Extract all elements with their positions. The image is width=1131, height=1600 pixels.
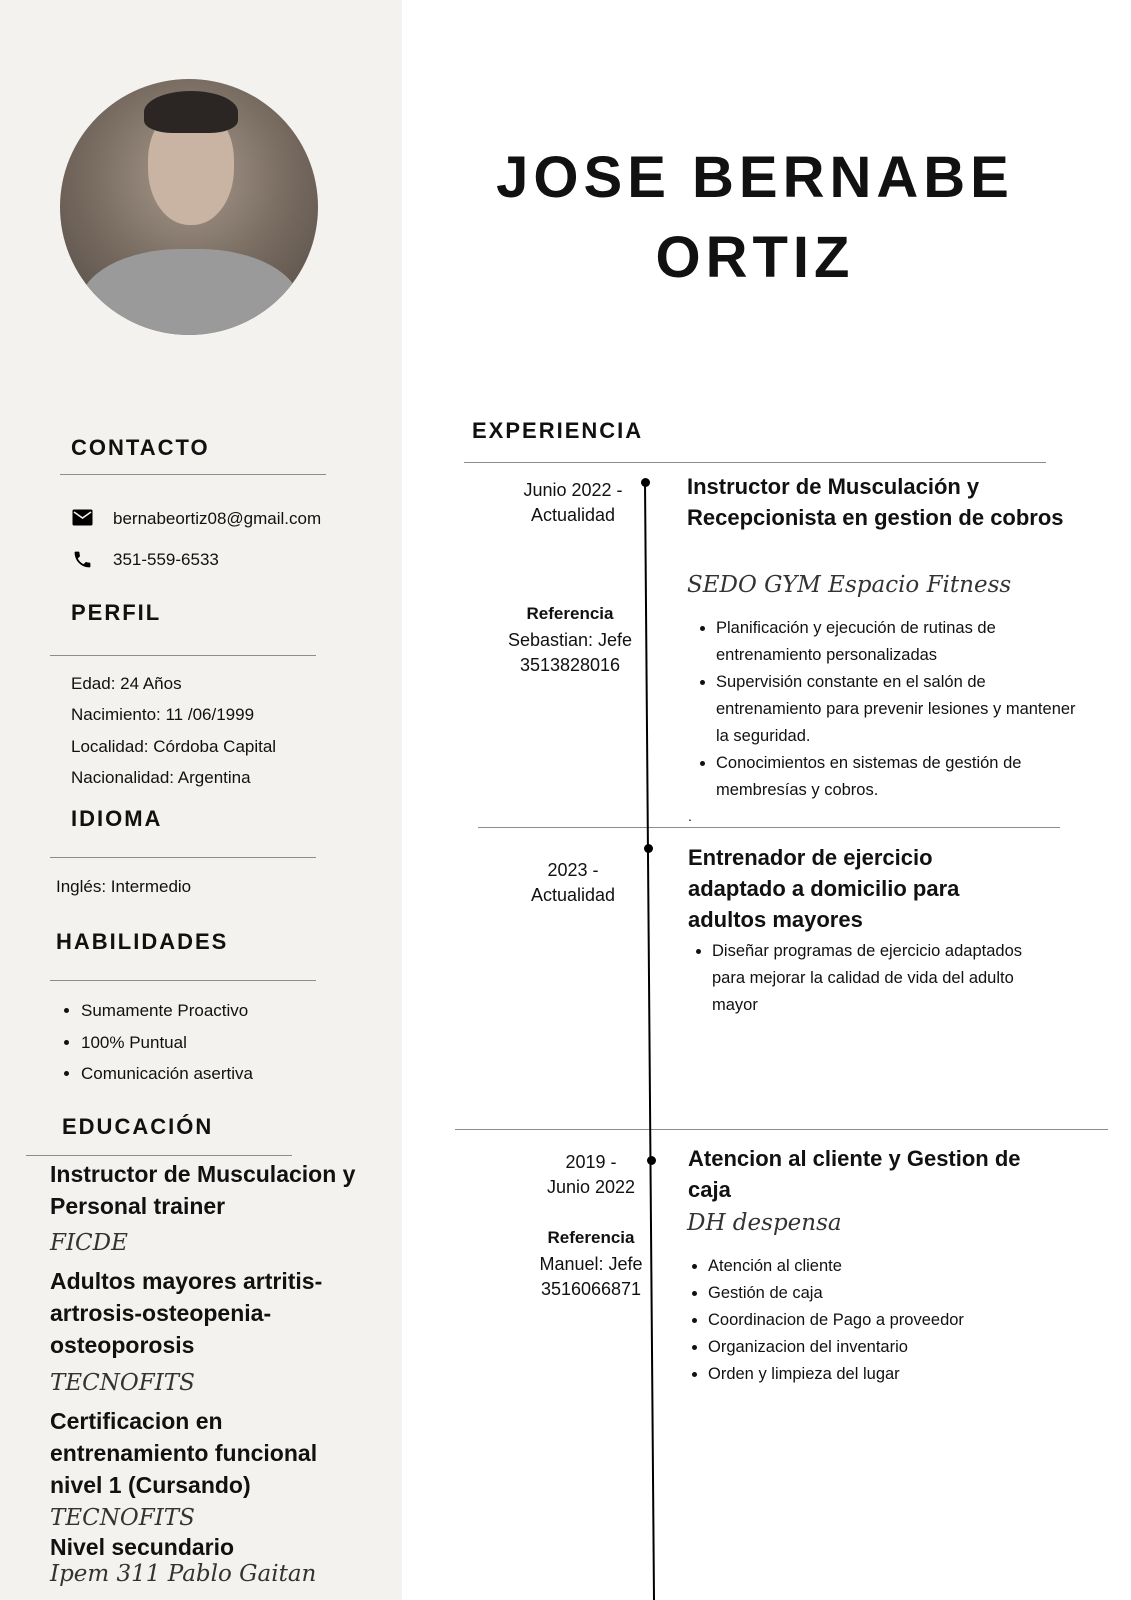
job-title: Instructor de Musculación y Recepcionista en gestion de cobros (687, 474, 1064, 530)
job-bullet: • Conocimientos en sistemas de gestión de membresías y cobros. (716, 750, 1076, 804)
reference-heading: Referencia (526, 604, 614, 623)
job-bullet: • Gestión de caja (708, 1280, 1068, 1307)
education-title: Certificacion en entrenamiento funcional nivel 1 (Cursando) (50, 1408, 318, 1498)
job-bullet: • Orden y limpieza del lugar (708, 1361, 1068, 1388)
language-heading: IDIOMA (71, 806, 163, 831)
phone-number[interactable]: 351-559-6533 (113, 550, 219, 569)
job-bullet: • Supervisión constante en el salón de entrenamiento para prevenir lesiones y mantener la seguridad. (716, 669, 1076, 750)
name-line-1: JOSE BERNABE (496, 145, 1014, 210)
job-company: SEDO GYM Espacio Fitness (687, 572, 1012, 598)
profile-heading: PERFIL (71, 600, 162, 625)
education-title: Nivel secundario (50, 1534, 235, 1560)
reference-name: Manuel: Jefe (539, 1254, 643, 1274)
skill-item: • 100% Puntual (81, 1027, 253, 1059)
job-title: Atencion al cliente y Gestion de caja (688, 1146, 1021, 1202)
timeline-dot (644, 844, 653, 853)
job-date-start: 2023 - (547, 860, 599, 880)
job-date-start: Junio 2022 - (523, 480, 623, 500)
profile-birth: Nacimiento: 11 /06/1999 (71, 705, 255, 724)
reference-phone: 3513828016 (519, 655, 621, 675)
education-title: Instructor de Musculacion y Personal trainer (50, 1161, 356, 1219)
job-date (492, 858, 654, 908)
reference-phone: 3516066871 (540, 1279, 642, 1299)
job-date-end: Actualidad (530, 885, 616, 905)
education-institution: TECNOFITS (50, 1505, 195, 1531)
skill-item: • Comunicación asertiva (81, 1058, 253, 1090)
job-date-end: Actualidad (530, 505, 616, 525)
job-reference (528, 1225, 654, 1302)
skills-heading: HABILIDADES (56, 929, 229, 954)
trailing-mark: . (688, 808, 692, 824)
profile-age: Edad: 24 Años (71, 674, 182, 693)
reference-heading: Referencia (547, 1228, 635, 1247)
job-bullets (696, 615, 1076, 804)
job-bullets (692, 938, 1047, 1019)
job-bullet: • Planificación y ejecución de rutinas de entrenamiento personalizadas (716, 615, 1076, 669)
job-title: Entrenador de ejercicio adaptado a domicilio para adultos mayores (688, 845, 960, 932)
job-bullet: • Diseñar programas de ejercicio adaptados para mejorar la calidad de vida del adulto mayor (712, 938, 1047, 1019)
profile-nationality: Nacionalidad: Argentina (71, 768, 251, 787)
contact-heading: CONTACTO (71, 435, 210, 460)
language-item: Inglés: Intermedio (56, 877, 192, 896)
name-line-2: ORTIZ (655, 225, 855, 290)
skill-item: • Sumamente Proactivo (81, 995, 253, 1027)
job-company: DH despensa (687, 1210, 842, 1236)
experience-heading: EXPERIENCIA (472, 418, 644, 443)
job-bullets (688, 1253, 1068, 1388)
job-bullet: • Coordinacion de Pago a proveedor (708, 1307, 1068, 1334)
profile-location: Localidad: Córdoba Capital (71, 737, 277, 756)
education-institution: TECNOFITS (50, 1370, 195, 1396)
email-link[interactable]: bernabeortiz08@gmail.com (113, 509, 322, 528)
job-date-start: 2019 - (565, 1152, 617, 1172)
job-date (510, 1150, 672, 1200)
job-reference (492, 601, 648, 678)
job-bullet: • Atención al cliente (708, 1253, 1068, 1280)
education-heading: EDUCACIÓN (62, 1114, 214, 1139)
job-date-end: Junio 2022 (546, 1177, 636, 1197)
job-bullet: • Organizacion del inventario (708, 1334, 1068, 1361)
education-institution: Ipem 311 Pablo Gaitan (50, 1561, 317, 1587)
reference-name: Sebastian: Jefe (507, 630, 633, 650)
education-title: Adultos mayores artritis-artrosis-osteopenia-osteoporosis (50, 1268, 323, 1358)
job-date (492, 478, 654, 528)
education-institution: FICDE (50, 1230, 128, 1256)
